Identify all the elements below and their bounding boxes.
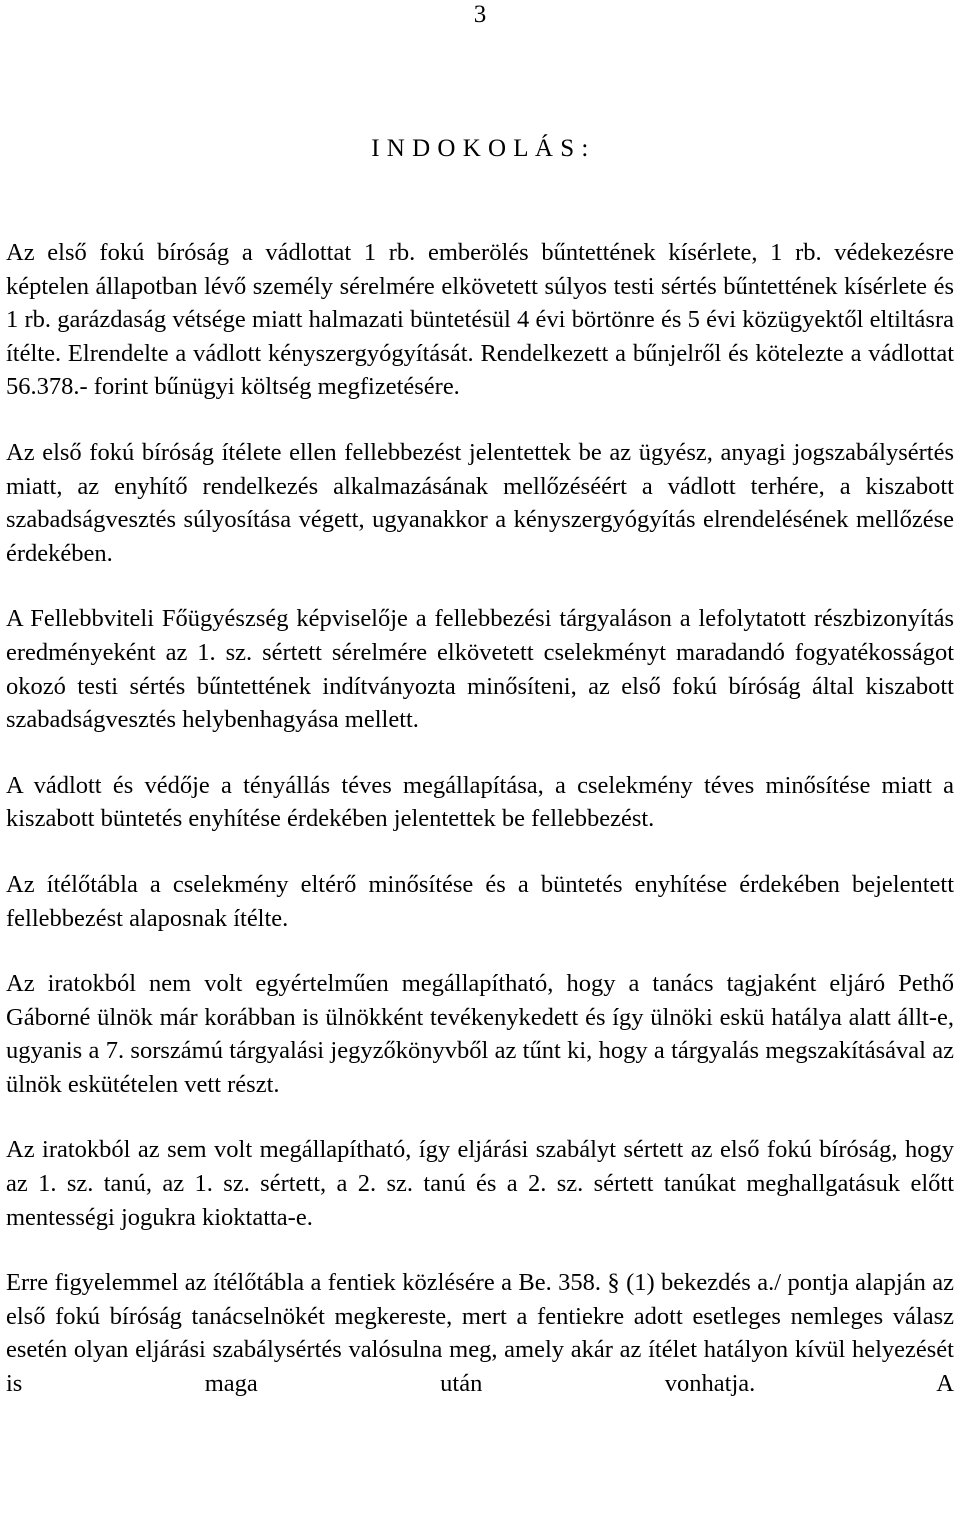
paragraph-7: Az iratokból az sem volt megállapítható, így eljárási szabályt sértett az első fokú bíróság, hogy az 1. sz. tanú, az 1. sz. sértett, a 2. sz. tanú és a 2. sz. sértett tanúkat meghallgatásuk előtt mentességi jogukra kioktatta-e.: [6, 1136, 954, 1231]
paragraph-3: A Fellebbviteli Főügyészség képviselője a fellebbezési tárgyaláson a lefolytatott részbizonyítás eredményeként az 1. sz. sértett sérelmére elkövetett cselekményt maradandó fogyatékosságot okozó testi sértés bűntettének indítványozta minősíteni, az első fokú bíróság által kiszabott szabadságvesztés helybenhagyása mellett.: [6, 605, 954, 734]
paragraph-1: Az első fokú bíróság a vádlottat 1 rb. emberölés bűntettének kísérlete, 1 rb. védekezésre képtelen állapotban lévő személy sérelmére elkövetett súlyos testi sértés bűntettének kísérlete és 1 rb. garázdaság vétsége miatt halmazati büntetésül 4 évi börtönre és 5 évi közügyektől eltiltásra ítélte. Elrendelte a vádlott kényszergyógyítását. Rendelkezett a bűnjelről és kötelezte a vádlottat 56.378.- forint bűnügyi költség megfizetésére.: [6, 239, 954, 401]
paragraph-6: Az iratokból nem volt egyértelműen megállapítható, hogy a tanács tagjaként eljáró Pethő Gáborné ülnök már korábban is ülnökként tevékenykedett és így ülnöki eskü hatálya alatt állt-e, ugyanis a 7. sorszámú tárgyalási jegyzőkönyvből az tűnt ki, hogy a tárgyalás megszakításával az ülnök eskütételen vett részt.: [6, 970, 954, 1098]
paragraph-2: Az első fokú bíróság ítélete ellen fellebbezést jelentettek be az ügyész, anyagi jogszabálysértés miatt, az enyhítő rendelkezés alkalmazásának mellőzéséért a vádlott terhére, a kiszabott szabadságvesztés súlyosítása végett, ugyanakkor a kényszergyógyítás elrendelésének mellőzése érdekében.: [6, 438, 954, 567]
document-body: [6, 236, 954, 1401]
document-heading: I N D O K O L Á S :: [371, 135, 589, 162]
paragraph-4: A vádlott és védője a tényállás téves megállapítása, a cselekmény téves minősítése miatt a kiszabott büntetés enyhítése érdekében jelentettek be fellebbezést.: [6, 771, 954, 833]
page-number: 3: [473, 1, 487, 28]
paragraph-5: Az ítélőtábla a cselekmény eltérő minősítése és a büntetés enyhítése érdekében bejelentett fellebbezést alaposnak ítélte.: [6, 870, 954, 932]
paragraph-8: Erre figyelemmel az ítélőtábla a fentiek közlésére a Be. 358. § (1) bekezdés a./ pontja alapján az első fokú bíróság tanácselnökét megkereste, mert a fentiekre adott esetleges nemleges válasz esetén olyan eljárási szabálysértés valósulna meg, amely akár az ítélet hatályon kívül helyezését is maga után vonhatja. A: [6, 1269, 954, 1398]
